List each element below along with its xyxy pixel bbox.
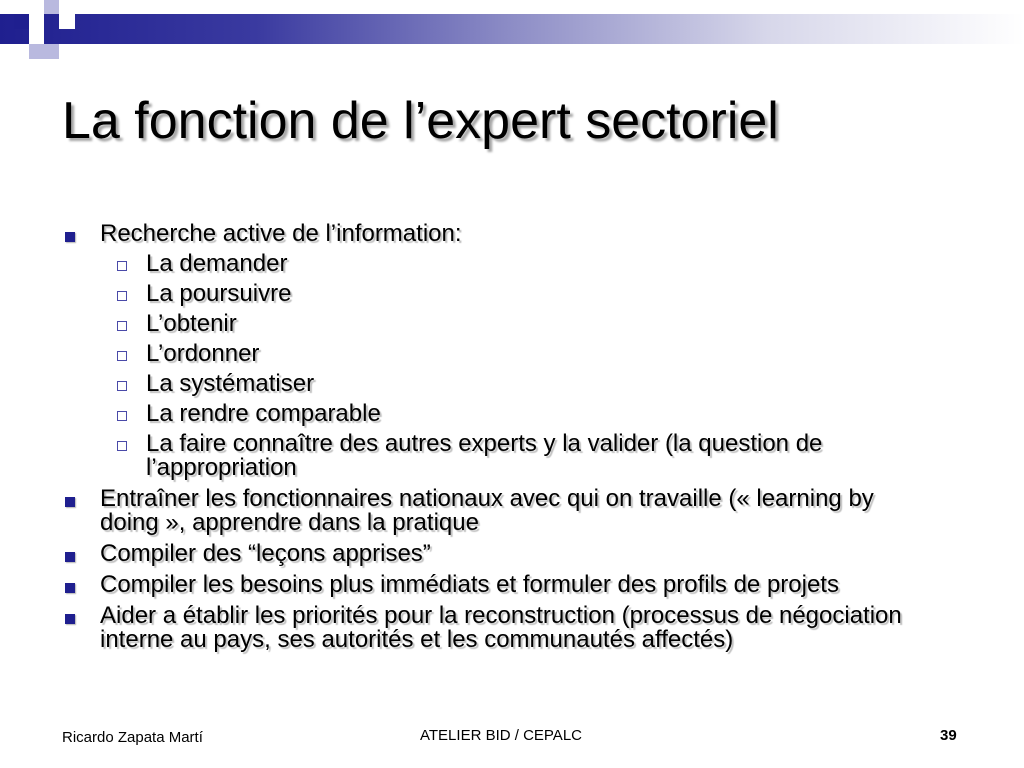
bullet-text: Compiler les besoins plus immédiats et formuler des profils de projets [100, 571, 839, 598]
decor-square [29, 29, 44, 44]
sub-bullet-text: La poursuivre [146, 280, 292, 307]
sub-bullet-text: L’obtenir [146, 310, 237, 337]
header-gradient-band [0, 14, 1024, 44]
decor-square [0, 0, 14, 14]
sub-list-item [62, 402, 962, 426]
decor-square [59, 14, 75, 29]
decor-square [59, 0, 75, 14]
sub-list-item [62, 432, 962, 480]
bullet-text: Entraîner les fonctionnaires nationaux avec qui on travaille (« learning by doing », apprendre dans la pratique [100, 485, 874, 536]
list-item [62, 573, 962, 597]
hollow-square-bullet-icon [117, 411, 127, 421]
slide-title: La fonction de l’expert sectoriel [62, 92, 779, 150]
list-item [62, 487, 962, 535]
list-item [62, 542, 962, 566]
sub-list-item [62, 342, 962, 366]
square-bullet-icon [65, 232, 75, 242]
sub-list-item [62, 372, 962, 396]
sub-list-item [62, 282, 962, 306]
footer-author: Ricardo Zapata Martí [62, 729, 203, 746]
sub-bullet-text: La demander [146, 250, 288, 277]
footer-event: ATELIER BID / CEPALC [420, 727, 582, 744]
decor-square [44, 0, 59, 14]
bullet-text: Aider a établir les priorités pour la reconstruction (processus de négociation interne au pays, ses autorités et les communautés affectés) [100, 602, 902, 653]
decor-square [29, 44, 44, 59]
hollow-square-bullet-icon [117, 261, 127, 271]
bullet-list [62, 222, 962, 652]
sub-list-item [62, 312, 962, 336]
sub-list-item [62, 252, 962, 276]
sub-bullet-text: L’ordonner [146, 340, 260, 367]
decor-square [14, 14, 29, 29]
decor-square [44, 44, 59, 59]
decor-square [29, 14, 44, 29]
list-item [62, 604, 962, 652]
sub-bullet-text: La faire connaître des autres experts y la valider (la question de l’appropriation [146, 430, 823, 481]
square-bullet-icon [65, 583, 75, 593]
hollow-square-bullet-icon [117, 351, 127, 361]
page-number: 39 [940, 727, 957, 744]
square-bullet-icon [65, 497, 75, 507]
square-bullet-icon [65, 614, 75, 624]
hollow-square-bullet-icon [117, 441, 127, 451]
hollow-square-bullet-icon [117, 291, 127, 301]
bullet-text: Recherche active de l’information: [100, 220, 462, 247]
hollow-square-bullet-icon [117, 381, 127, 391]
bullet-text: Compiler des “leçons apprises” [100, 540, 431, 567]
list-item [62, 222, 962, 246]
sub-bullet-text: La rendre comparable [146, 400, 381, 427]
hollow-square-bullet-icon [117, 321, 127, 331]
square-bullet-icon [65, 552, 75, 562]
sub-bullet-text: La systématiser [146, 370, 315, 397]
